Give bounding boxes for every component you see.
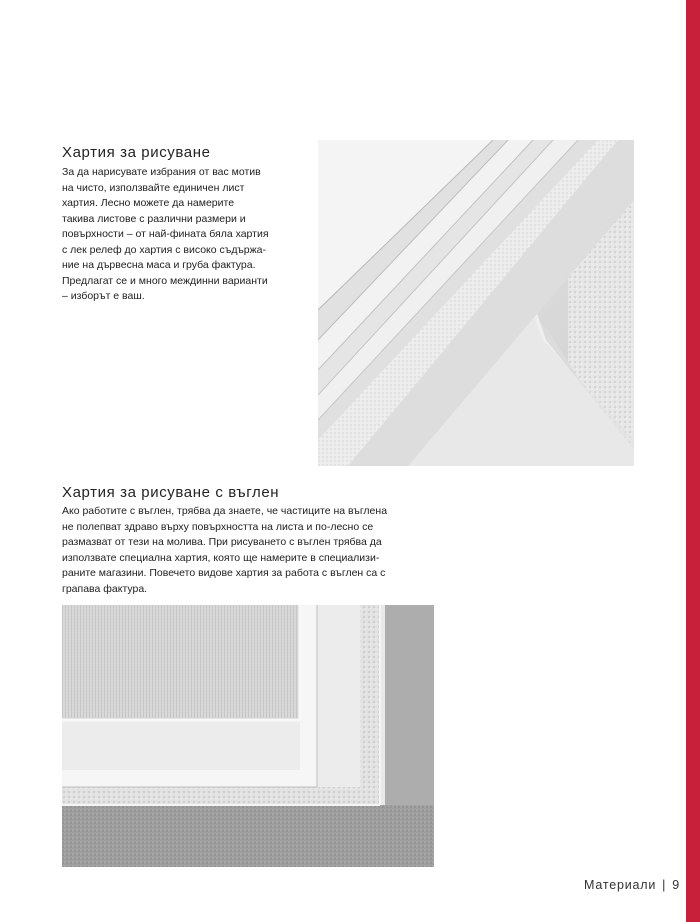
- text-line: Ако работите с въглен, трябва да знаете, че частиците на въглена: [62, 505, 388, 517]
- section-body-drawing-paper: [62, 165, 312, 305]
- text-line: За да нарисувате избрания от вас мотив: [62, 166, 261, 178]
- text-line: ние на дървесна маса и груба фактура.: [62, 259, 256, 271]
- photo-drawing-paper-sheets: [318, 140, 634, 466]
- page-number: 9: [672, 878, 680, 892]
- text-line: не полепват здраво върху повърхността на листа и по-лесно се: [62, 520, 374, 533]
- text-line: Предлагат се и много междинни варианти: [62, 274, 268, 287]
- text-line: повърхности – от най-фината бяла хартия: [62, 228, 269, 240]
- text-line: размазват от тези на молива. При рисуването с въглен трябва да: [62, 536, 382, 548]
- text-line: такива листове с различни размери и: [62, 212, 246, 225]
- text-line: на чисто, използвайте единичен лист: [62, 181, 245, 194]
- text-line: използвате специална хартия, която ще намерите в специализи-: [62, 551, 380, 564]
- page-footer: [584, 878, 680, 892]
- text-line: хартия. Лесно можете да намерите: [62, 197, 235, 209]
- section-heading-drawing-paper: Хартия за рисуване: [62, 144, 211, 161]
- photo-charcoal-paper-sheets: [62, 605, 434, 867]
- text-line: – изборът е ваш.: [62, 290, 145, 302]
- section-body-charcoal-paper: [62, 504, 442, 597]
- text-line: раните магазини. Повечето видове хартия за работа с въглен са с: [62, 567, 386, 579]
- text-line: с лек релеф до хартия с високо съдържа-: [62, 243, 266, 256]
- section-heading-charcoal-paper: Хартия за рисуване с въглен: [62, 484, 280, 501]
- text-line: грапава фактура.: [62, 582, 148, 595]
- red-edge-bar: [686, 0, 700, 922]
- footer-separator: |: [662, 878, 667, 892]
- footer-section-title: Материали: [584, 878, 657, 892]
